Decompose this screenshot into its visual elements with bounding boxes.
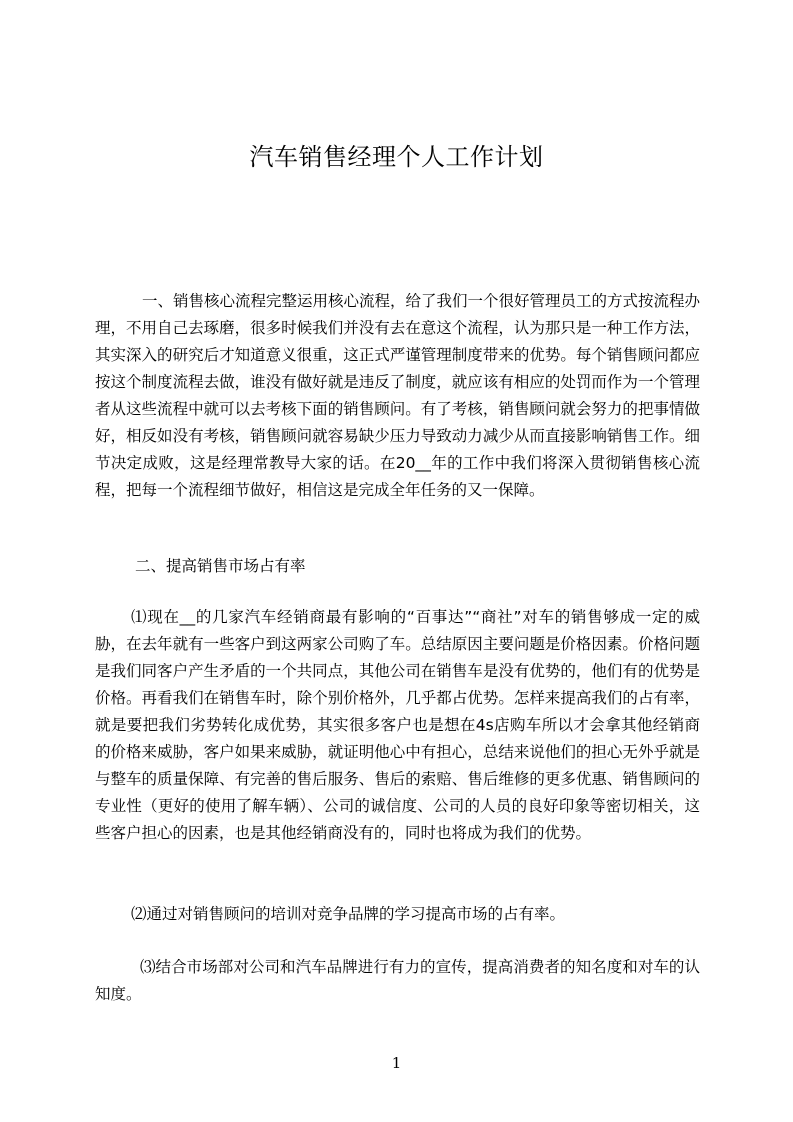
paragraph-marketing-promotion: ⑶结合市场部对公司和汽车品牌进行有力的宣传，提高消费者的知名度和对车的认知度。: [95, 958, 700, 1003]
paragraph-sales-core-process: 一、销售核心流程完整运用核心流程，给了我们一个很好管理员工的方式按流程办理，不用自己去琢磨，很多时候我们并没有去在意这个流程，认为那只是一种工作方法，其实深入的研究后才知道意义很重，这正式严谨管理制度带来的优势。每个销售顾问都应按这个制度流程去做，谁没有做好就是违反了制度，就应该有相应的处罚而作为一个管理者从这些流程中就可以去考核下面的销售顾问。有了考核，销售顾问就会努力的把事情做好，相反如没有考核，销售顾问就容易缺少压力导致动力减少从而直接影响销售工作。细节决定成败，这是经理常教导大家的话。在20__年的工作中我们将深入贯彻销售核心流程，把每一个流程细节做好，相信这是完成全年任务的又一保障。: [95, 292, 700, 499]
paragraph-sales-training: ⑵通过对销售顾问的培训对竞争品牌的学习提高市场的占有率。: [131, 905, 566, 923]
paragraph-competitor-pricing: ⑴现在__的几家汽车经销商最有影响的“百事达”“商社”对车的销售够成一定的威胁，在去年就有一些客户到这两家公司购了车。总结原因主要问题是价格因素。价格问题是我们同客户产生矛盾的一个共同点，其他公司在销售车是没有优势的，他们有的优势是价格。再看我们在销售车时，除个别价格外，几乎都占优势。怎样来提高我们的占有率，就是要把我们劣势转化成优势，其实很多客户也是想在4s店购车所以才会拿其他经销商的价格来威胁，客户如果来威胁，就证明他心中有担心，总结来说他们的担心无外乎就是与整车的质量保障、有完善的售后服务、售后的索赔、售后维修的更多优惠、销售顾问的专业性（更好的使用了解车辆）、公司的诚信度、公司的人员的良好印象等密切相关，这些客户担心的因素，也是其他经销商没有的，同时也将成为我们的优势。: [95, 608, 700, 842]
page-number: 1: [391, 1054, 402, 1072]
document-title: 汽车销售经理个人工作计划: [249, 143, 544, 171]
section-heading-market-share: 二、提高销售市场占有率: [135, 557, 306, 575]
